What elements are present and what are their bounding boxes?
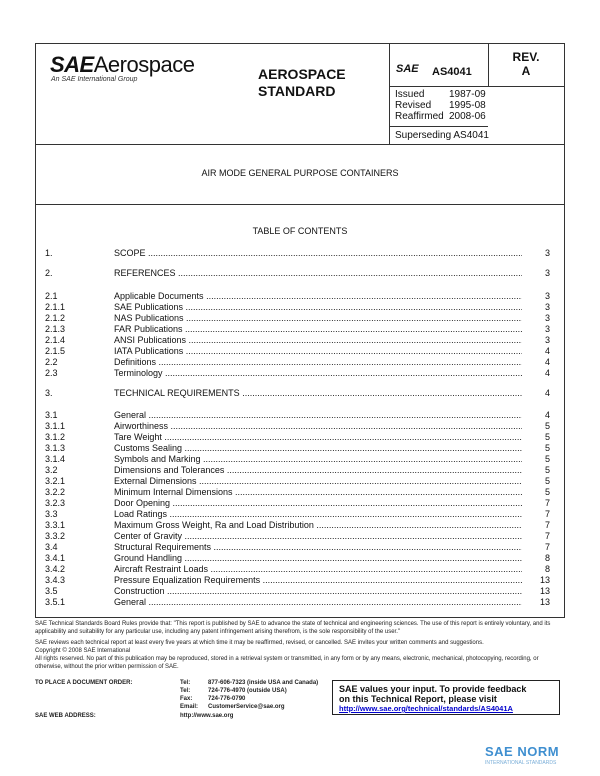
- toc-entry[interactable]: [45, 465, 550, 476]
- toc-entry-title: Center of Gravity .....: [114, 531, 522, 541]
- feedback-box: [332, 680, 560, 715]
- toc-entry-number: 3.1.2: [45, 432, 66, 442]
- header-divider: [389, 126, 488, 127]
- toc-entry-page: 5: [526, 421, 550, 431]
- toc-entry-title: Customs Sealing .....: [114, 443, 522, 453]
- toc-entry-number: 3.4.1: [45, 553, 66, 563]
- toc-entry-page: 3: [526, 335, 550, 345]
- web-value[interactable]: http://www.sae.org: [180, 713, 234, 719]
- toc-entry-page: 7: [526, 509, 550, 519]
- reaffirmed-value: 2008-06: [449, 111, 486, 122]
- standard-line-1: AEROSPACE: [258, 66, 346, 82]
- copyright-text: Copyright © 2008 SAE International: [35, 648, 131, 654]
- toc-entry[interactable]: [45, 520, 550, 531]
- toc-entry[interactable]: [45, 454, 550, 465]
- toc-entry-page: 3: [526, 268, 550, 278]
- toc-entry[interactable]: [45, 302, 550, 313]
- toc-entry-title: Terminology .....: [114, 368, 522, 378]
- toc-entry[interactable]: [45, 575, 550, 586]
- standard-type: [258, 66, 378, 100]
- toc-entry-page: 13: [526, 575, 550, 585]
- feedback-line-1: SAE values your input. To provide feedback: [339, 684, 527, 694]
- revision-block: [495, 50, 557, 78]
- toc-entry[interactable]: [45, 432, 550, 443]
- toc-entry-page: 4: [526, 368, 550, 378]
- toc-entry-title: Door Opening .....: [114, 498, 522, 508]
- toc-entry-title: Tare Weight .....: [114, 432, 522, 442]
- toc-entry-title: SCOPE .....: [114, 248, 522, 258]
- feedback-link[interactable]: http://www.sae.org/technical/standards/AS4041A: [339, 704, 513, 713]
- header-divider: [488, 43, 489, 86]
- toc-entry-title: Aircraft Restraint Loads .....: [114, 564, 522, 574]
- fax-value: 724-776-0790: [208, 696, 246, 702]
- toc-entry-title: Definitions .....: [114, 357, 522, 367]
- toc-entry-number: 2.1.1: [45, 302, 66, 312]
- toc-entry-title: Pressure Equalization Requirements .....: [114, 575, 522, 585]
- toc-entry-page: 4: [526, 410, 550, 420]
- toc-entry-number: 3.5: [45, 586, 58, 596]
- toc-entry-number: 3.4.2: [45, 564, 66, 574]
- issued-label: Issued: [395, 89, 425, 100]
- toc-entry-title: NAS Publications .....: [114, 313, 522, 323]
- toc-entry-number: 2.1.4: [45, 335, 66, 345]
- toc-entry-number: 3.1: [45, 410, 58, 420]
- toc-entry-number: 2.1.5: [45, 346, 66, 356]
- toc-entry-title: External Dimensions .....: [114, 476, 522, 486]
- toc-entry-number: 3.5.1: [45, 597, 66, 607]
- toc-entry[interactable]: [45, 597, 550, 608]
- logo-sae-text: SAE: [50, 52, 94, 77]
- toc-entry-page: 3: [526, 313, 550, 323]
- toc-entry-page: 5: [526, 454, 550, 464]
- toc-entry-number: 3.1.4: [45, 454, 66, 464]
- toc-entry-page: 13: [526, 586, 550, 596]
- toc-entry-title: Symbols and Marking .....: [114, 454, 522, 464]
- toc-entry-page: 13: [526, 597, 550, 607]
- issued-value: 1987-09: [449, 89, 486, 100]
- tel-label: Tel:: [180, 680, 191, 686]
- toc-entry-title: Construction .....: [114, 586, 522, 596]
- toc-entry-page: 5: [526, 487, 550, 497]
- reaffirmed-label: Reaffirmed: [395, 111, 444, 122]
- sae-aerospace-logo: [50, 52, 194, 78]
- toc-entry[interactable]: [45, 346, 550, 357]
- rev-value: A: [521, 64, 531, 78]
- toc-entry[interactable]: [45, 531, 550, 542]
- toc-entry-number: 3.3.1: [45, 520, 66, 530]
- toc-entry[interactable]: [45, 498, 550, 509]
- toc-entry-number: 3.3: [45, 509, 58, 519]
- toc-entry-page: 8: [526, 564, 550, 574]
- web-label: SAE WEB ADDRESS:: [35, 713, 96, 719]
- tel2-label: Tel:: [180, 688, 191, 694]
- toc-entry[interactable]: [45, 542, 550, 553]
- review-text: SAE reviews each technical report at least every five years at which time it may be reaffirmed, revised, or cancelled. SAE invites your written comments and suggestions.: [35, 640, 484, 646]
- toc-entry-page: 7: [526, 542, 550, 552]
- toc-entry-number: 2.2: [45, 357, 58, 367]
- revised-label: Revised: [395, 100, 432, 111]
- email-label: Email:: [180, 704, 199, 710]
- fax-label: Fax:: [180, 696, 193, 702]
- toc-entry[interactable]: [45, 586, 550, 597]
- toc-entry-number: 3.1.3: [45, 443, 66, 453]
- toc-entry-number: 2.3: [45, 368, 58, 378]
- toc-entry-title: SAE Publications .....: [114, 302, 522, 312]
- toc-entry-number: 2.: [45, 268, 53, 278]
- toc-entry-title: IATA Publications .....: [114, 346, 522, 356]
- toc-entry-page: 5: [526, 476, 550, 486]
- toc-entry-number: 3.2: [45, 465, 58, 475]
- toc-entry-page: 8: [526, 553, 550, 563]
- toc-entry-title: FAR Publications .....: [114, 324, 522, 334]
- toc-entry-number: 3.4.3: [45, 575, 66, 585]
- toc-entry[interactable]: [45, 368, 550, 379]
- rights-text: All rights reserved. No part of this publication may be reproduced, stored in a retrieval system or transmitted, in any form or by any means, electronic, mechanical, photocopying, recording, or otherwise, without the prior written permission of SAE.: [35, 656, 539, 670]
- rev-label: REV.: [512, 50, 540, 64]
- header-divider: [389, 43, 390, 145]
- toc-entry-page: 4: [526, 388, 550, 398]
- policy-text: SAE Technical Standards Board Rules provide that: "This report is published by SAE to advance the state of technical and engineering sciences. The use of this report is entirely voluntary, and its applicability and suitability for any particular use, including any patent infringement arising therefrom, is the sole responsibility of the user.": [35, 621, 551, 635]
- logo-subtitle: An SAE International Group: [51, 76, 138, 83]
- toc-entry-title: Minimum Internal Dimensions .....: [114, 487, 522, 497]
- toc-entry-title: Ground Handling .....: [114, 553, 522, 563]
- toc-entry-page: 4: [526, 346, 550, 356]
- toc-entry-number: 2.1.3: [45, 324, 66, 334]
- toc-entry-page: 3: [526, 248, 550, 258]
- toc-entry-page: 3: [526, 324, 550, 334]
- superseding: Superseding AS4041: [395, 130, 489, 141]
- toc-heading: TABLE OF CONTENTS: [252, 226, 348, 236]
- toc-entry-title: TECHNICAL REQUIREMENTS .....: [114, 388, 522, 398]
- toc-entry[interactable]: [45, 313, 550, 324]
- toc-entry[interactable]: [45, 476, 550, 487]
- toc-entry[interactable]: [45, 335, 550, 346]
- toc-entry[interactable]: [45, 248, 550, 259]
- revised-value: 1995-08: [449, 100, 486, 111]
- document-title: AIR MODE GENERAL PURPOSE CONTAINERS: [201, 168, 399, 178]
- toc-entry-title: Airworthiness .....: [114, 421, 522, 431]
- sae-mark: SAE: [396, 63, 419, 75]
- toc-entry-page: 5: [526, 432, 550, 442]
- sae-norm-watermark: SAE NORM: [485, 744, 560, 759]
- toc-entry[interactable]: [45, 443, 550, 454]
- toc-entry-title: Maximum Gross Weight, Ra and Load Distribution .....: [114, 520, 522, 530]
- toc-entry-number: 3.2.3: [45, 498, 66, 508]
- tel2-value: 724-776-4970 (outside USA): [208, 688, 287, 694]
- toc-entry-title: Applicable Documents .....: [114, 291, 522, 301]
- toc-entry-number: 3.2.2: [45, 487, 66, 497]
- toc-entry-number: 3.2.1: [45, 476, 66, 486]
- toc-entry[interactable]: [45, 509, 550, 520]
- toc-entry-page: 7: [526, 531, 550, 541]
- toc-entry-number: 3.1.1: [45, 421, 66, 431]
- toc-entry[interactable]: [45, 291, 550, 302]
- toc-entry-title: ANSI Publications .....: [114, 335, 522, 345]
- toc-entry-page: 3: [526, 291, 550, 301]
- toc-entry[interactable]: [45, 487, 550, 498]
- toc-entry-title: Structural Requirements .....: [114, 542, 522, 552]
- toc-entry-title: General .....: [114, 410, 522, 420]
- toc-entry[interactable]: [45, 421, 550, 432]
- feedback-line-2: on this Technical Report, please visit: [339, 694, 497, 704]
- logo-aerospace-text: Aerospace: [93, 52, 195, 77]
- tel-value: 877-606-7323 (inside USA and Canada): [208, 680, 319, 686]
- toc-entry-page: 5: [526, 465, 550, 475]
- toc-entry[interactable]: [45, 410, 550, 421]
- toc-entry-number: 3.3.2: [45, 531, 66, 541]
- toc-entry[interactable]: [45, 388, 550, 399]
- toc-entry-title: Dimensions and Tolerances .....: [114, 465, 522, 475]
- toc-entry-page: 7: [526, 498, 550, 508]
- toc-entry[interactable]: [45, 268, 550, 279]
- toc-entry-page: 7: [526, 520, 550, 530]
- toc-entry-number: 1.: [45, 248, 53, 258]
- toc-entry[interactable]: [45, 564, 550, 575]
- watermark-subtitle: INTERNATIONAL STANDARDS: [485, 760, 557, 766]
- toc-entry-page: 3: [526, 302, 550, 312]
- toc-entry-page: 4: [526, 357, 550, 367]
- toc-entry[interactable]: [45, 357, 550, 368]
- toc-entry[interactable]: [45, 324, 550, 335]
- toc-entry-page: 5: [526, 443, 550, 453]
- toc-entry-title: General .....: [114, 597, 522, 607]
- toc-entry-number: 2.1.2: [45, 313, 66, 323]
- standard-line-2: STANDARD: [258, 83, 336, 99]
- document-number: AS4041: [432, 66, 472, 78]
- toc-entry-number: 3.4: [45, 542, 58, 552]
- toc-entry-title: REFERENCES .....: [114, 268, 522, 278]
- order-label: TO PLACE A DOCUMENT ORDER:: [35, 680, 133, 686]
- toc-entry-title: Load Ratings .....: [114, 509, 522, 519]
- toc-entry-number: 2.1: [45, 291, 58, 301]
- toc-entry-number: 3.: [45, 388, 53, 398]
- toc-entry[interactable]: [45, 553, 550, 564]
- email-value[interactable]: CustomerService@sae.org: [208, 704, 285, 710]
- header-divider: [389, 86, 565, 87]
